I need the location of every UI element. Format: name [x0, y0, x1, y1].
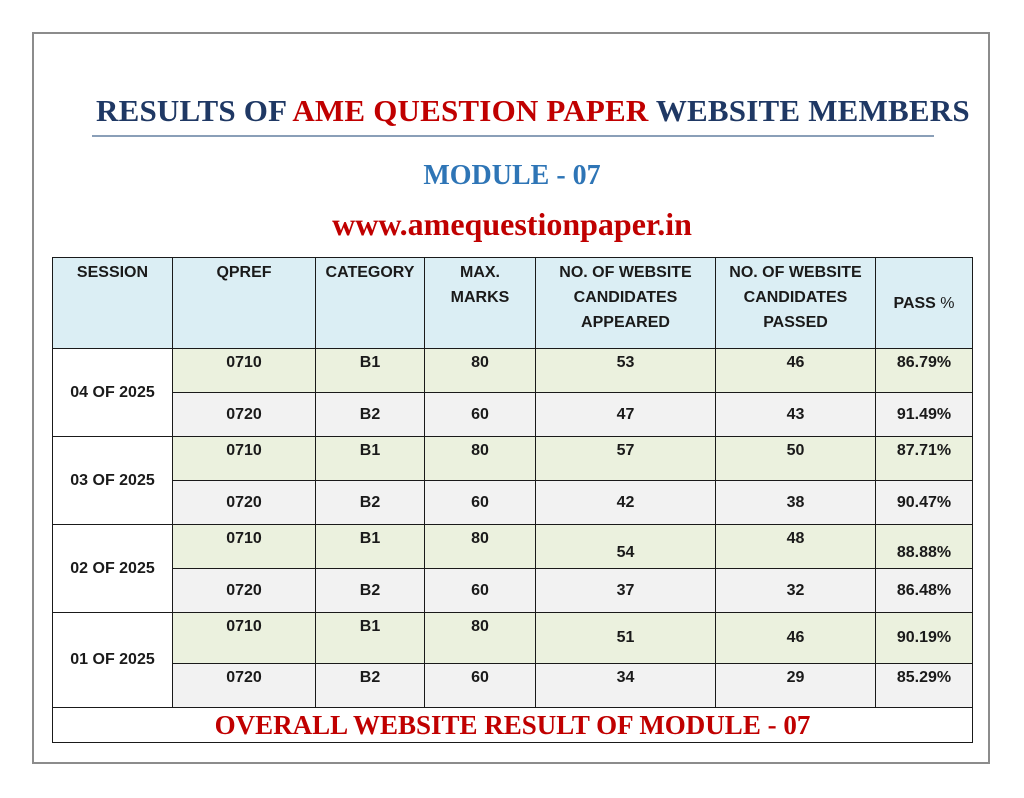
max-marks-cell: 80 — [425, 613, 536, 664]
title-part-3: WEBSITE MEMBERS — [648, 93, 970, 128]
table-header-row — [53, 258, 973, 349]
title-part-1: RESULTS OF — [96, 93, 293, 128]
qpref-cell: 0710 — [173, 525, 316, 569]
header-passed-line1: NO. OF WEBSITE — [729, 264, 862, 281]
page-title — [96, 93, 970, 129]
qpref-cell: 0720 — [173, 481, 316, 525]
table-row — [53, 393, 973, 437]
passed-cell: 46 — [716, 613, 876, 664]
title-part-2: AME QUESTION PAPER — [292, 93, 649, 128]
passed-cell: 43 — [716, 393, 876, 437]
header-qpref: QPREF — [173, 258, 316, 349]
header-passed-line3: PASSED — [763, 314, 828, 331]
max-marks-cell: 60 — [425, 664, 536, 708]
header-pass-label: PASS — [893, 294, 941, 312]
header-category: CATEGORY — [316, 258, 425, 349]
table-row — [53, 349, 973, 393]
website-url: www.amequestionpaper.in — [332, 206, 692, 242]
category-cell: B1 — [316, 613, 425, 664]
max-marks-cell: 80 — [425, 525, 536, 569]
header-max-marks-line2: MARKS — [450, 289, 510, 306]
table-row — [53, 569, 973, 613]
max-marks-cell: 60 — [425, 393, 536, 437]
max-marks-cell: 80 — [425, 349, 536, 393]
qpref-cell: 0710 — [173, 613, 316, 664]
category-cell: B2 — [316, 481, 425, 525]
pass-percent-cell: 86.48% — [876, 569, 973, 613]
appeared-cell: 34 — [536, 664, 716, 708]
category-cell: B2 — [316, 569, 425, 613]
header-appeared-line2: CANDIDATES — [573, 289, 678, 306]
overall-result-label: OVERALL WEBSITE RESULT OF MODULE - 07 — [53, 708, 973, 743]
max-marks-cell: 80 — [425, 437, 536, 481]
pass-percent-cell: 86.79% — [876, 349, 973, 393]
table-row — [53, 613, 973, 664]
passed-cell: 50 — [716, 437, 876, 481]
table-row — [53, 525, 973, 569]
category-cell: B2 — [316, 393, 425, 437]
category-cell: B2 — [316, 664, 425, 708]
header-appeared — [536, 258, 716, 349]
passed-cell: 32 — [716, 569, 876, 613]
passed-cell: 29 — [716, 664, 876, 708]
header-passed — [716, 258, 876, 349]
title-underline — [92, 135, 934, 137]
category-cell: B1 — [316, 525, 425, 569]
qpref-cell: 0710 — [173, 437, 316, 481]
appeared-cell: 42 — [536, 481, 716, 525]
category-cell: B1 — [316, 437, 425, 481]
pass-percent-cell: 91.49% — [876, 393, 973, 437]
header-appeared-line3: APPEARED — [581, 314, 670, 331]
appeared-cell: 37 — [536, 569, 716, 613]
appeared-cell: 54 — [536, 525, 716, 569]
pass-percent-cell: 87.71% — [876, 437, 973, 481]
header-pass-pct-sign: % — [940, 294, 955, 312]
session-cell: 01 OF 2025 — [53, 613, 173, 708]
pass-percent-cell: 90.47% — [876, 481, 973, 525]
header-max-marks-line1: MAX. — [460, 264, 500, 281]
qpref-cell: 0710 — [173, 349, 316, 393]
session-cell: 03 OF 2025 — [53, 437, 173, 525]
session-cell: 02 OF 2025 — [53, 525, 173, 613]
passed-cell: 48 — [716, 525, 876, 569]
qpref-cell: 0720 — [173, 393, 316, 437]
pass-percent-cell: 90.19% — [876, 613, 973, 664]
appeared-cell: 51 — [536, 613, 716, 664]
passed-cell: 38 — [716, 481, 876, 525]
header-max-marks — [425, 258, 536, 349]
category-cell: B1 — [316, 349, 425, 393]
header-appeared-line1: NO. OF WEBSITE — [559, 264, 692, 281]
header-pass-percent — [876, 258, 973, 349]
passed-cell: 46 — [716, 349, 876, 393]
header-session: SESSION — [53, 258, 173, 349]
appeared-cell: 47 — [536, 393, 716, 437]
qpref-cell: 0720 — [173, 664, 316, 708]
table-row — [53, 437, 973, 481]
max-marks-cell: 60 — [425, 481, 536, 525]
header-passed-line2: CANDIDATES — [743, 289, 848, 306]
appeared-cell: 57 — [536, 437, 716, 481]
table-row — [53, 664, 973, 708]
qpref-cell: 0720 — [173, 569, 316, 613]
module-title: MODULE - 07 — [423, 160, 601, 191]
appeared-cell: 53 — [536, 349, 716, 393]
session-cell: 04 OF 2025 — [53, 349, 173, 437]
pass-percent-cell: 88.88% — [876, 525, 973, 569]
results-table — [52, 257, 973, 743]
pass-percent-cell: 85.29% — [876, 664, 973, 708]
max-marks-cell: 60 — [425, 569, 536, 613]
table-row — [53, 481, 973, 525]
overall-row — [53, 708, 973, 743]
